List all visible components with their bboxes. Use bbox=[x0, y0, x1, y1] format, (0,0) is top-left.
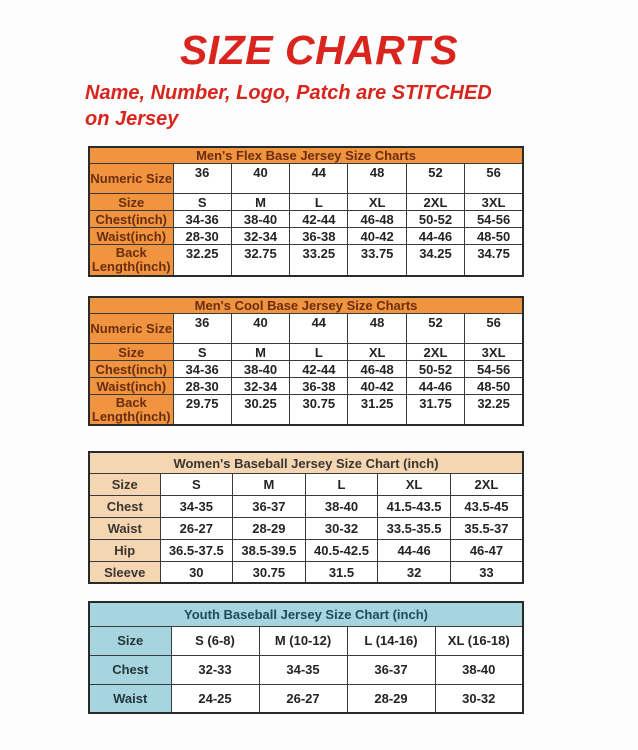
size-value-cell: 30.75 bbox=[233, 561, 306, 583]
size-value-cell: 36-38 bbox=[290, 378, 348, 395]
size-value-cell: XL bbox=[378, 473, 451, 495]
row-label: Waist(inch) bbox=[89, 228, 173, 245]
table-row bbox=[89, 655, 523, 684]
table-row bbox=[89, 228, 523, 245]
size-value-cell: 32-34 bbox=[231, 228, 289, 245]
size-value-cell: 36 bbox=[173, 314, 231, 344]
size-value-cell: 34-36 bbox=[173, 361, 231, 378]
size-value-cell: 44 bbox=[290, 164, 348, 194]
size-value-cell: 30 bbox=[160, 561, 233, 583]
size-value-cell: 40-42 bbox=[348, 378, 406, 395]
size-value-cell: 34.25 bbox=[406, 245, 464, 276]
size-value-cell: 32-34 bbox=[231, 378, 289, 395]
size-value-cell: 42-44 bbox=[290, 361, 348, 378]
size-value-cell: 40.5-42.5 bbox=[305, 539, 378, 561]
row-label: Size bbox=[89, 194, 173, 211]
table-row bbox=[89, 684, 523, 713]
size-value-cell: 40 bbox=[231, 314, 289, 344]
size-value-cell: 29.75 bbox=[173, 395, 231, 426]
size-value-cell: 33 bbox=[450, 561, 523, 583]
size-value-cell: S bbox=[173, 344, 231, 361]
size-value-cell: M bbox=[231, 344, 289, 361]
size-value-cell: 36.5-37.5 bbox=[160, 539, 233, 561]
row-label: Waist(inch) bbox=[89, 378, 173, 395]
size-value-cell: 56 bbox=[465, 164, 523, 194]
size-value-cell: 46-48 bbox=[348, 361, 406, 378]
size-value-cell: L bbox=[290, 344, 348, 361]
size-value-cell: 28-30 bbox=[173, 228, 231, 245]
table-row bbox=[89, 395, 523, 426]
size-value-cell: 31.75 bbox=[406, 395, 464, 426]
size-value-cell: 36-37 bbox=[233, 495, 306, 517]
size-value-cell: XL bbox=[348, 194, 406, 211]
page-subtitle bbox=[85, 80, 638, 133]
size-value-cell: 48 bbox=[348, 314, 406, 344]
size-table-mens-flex-base bbox=[88, 146, 524, 277]
size-value-cell: 31.5 bbox=[305, 561, 378, 583]
size-value-cell: 3XL bbox=[465, 344, 523, 361]
size-value-cell: 30.75 bbox=[290, 395, 348, 426]
size-value-cell: 34-36 bbox=[173, 211, 231, 228]
table-row bbox=[89, 517, 523, 539]
size-value-cell: 52 bbox=[406, 314, 464, 344]
size-value-cell: M (10-12) bbox=[259, 626, 347, 655]
size-value-cell: 52 bbox=[406, 164, 464, 194]
size-value-cell: 2XL bbox=[406, 344, 464, 361]
size-value-cell: 34.75 bbox=[465, 245, 523, 276]
size-value-cell: 33.75 bbox=[348, 245, 406, 276]
size-value-cell: 50-52 bbox=[406, 211, 464, 228]
row-label: Chest bbox=[89, 655, 171, 684]
size-value-cell: 33.5-35.5 bbox=[378, 517, 451, 539]
table-row bbox=[89, 245, 523, 276]
size-value-cell: 38-40 bbox=[231, 211, 289, 228]
page-subtitle-line1: Name, Number, Logo, Patch are STITCHED bbox=[85, 82, 492, 104]
size-value-cell: 32.25 bbox=[465, 395, 523, 426]
table-title: Women's Baseball Jersey Size Chart (inch) bbox=[89, 452, 523, 473]
row-label: Sleeve bbox=[89, 561, 160, 583]
page-subtitle-line2: on Jersey bbox=[85, 108, 179, 131]
table-row bbox=[89, 378, 523, 395]
size-value-cell: 32-33 bbox=[171, 655, 259, 684]
size-value-cell: M bbox=[233, 473, 306, 495]
size-value-cell: 31.25 bbox=[348, 395, 406, 426]
size-value-cell: 32.25 bbox=[173, 245, 231, 276]
table-title: Youth Baseball Jersey Size Chart (inch) bbox=[89, 602, 523, 626]
table-row bbox=[89, 473, 523, 495]
table-row bbox=[89, 626, 523, 655]
size-value-cell: 36 bbox=[173, 164, 231, 194]
size-value-cell: 44 bbox=[290, 314, 348, 344]
size-value-cell: 40-42 bbox=[348, 228, 406, 245]
size-tables-container bbox=[0, 146, 638, 715]
size-value-cell: S bbox=[173, 194, 231, 211]
size-value-cell: 46-47 bbox=[450, 539, 523, 561]
size-value-cell: 38-40 bbox=[435, 655, 523, 684]
table-row bbox=[89, 539, 523, 561]
size-value-cell: 54-56 bbox=[465, 361, 523, 378]
size-value-cell: 30.25 bbox=[231, 395, 289, 426]
size-value-cell: 28-29 bbox=[233, 517, 306, 539]
size-table-womens-baseball bbox=[88, 451, 524, 584]
size-value-cell: 28-29 bbox=[347, 684, 435, 713]
size-value-cell: 44-46 bbox=[406, 228, 464, 245]
row-label: Back Length(inch) bbox=[89, 395, 173, 426]
size-value-cell: 34-35 bbox=[160, 495, 233, 517]
size-value-cell: XL bbox=[348, 344, 406, 361]
size-value-cell: 2XL bbox=[406, 194, 464, 211]
size-value-cell: M bbox=[231, 194, 289, 211]
size-value-cell: 38-40 bbox=[231, 361, 289, 378]
size-value-cell: L bbox=[290, 194, 348, 211]
size-value-cell: 54-56 bbox=[465, 211, 523, 228]
size-value-cell: 43.5-45 bbox=[450, 495, 523, 517]
size-value-cell: 2XL bbox=[450, 473, 523, 495]
table-row bbox=[89, 194, 523, 211]
size-value-cell: 48-50 bbox=[465, 378, 523, 395]
table-row bbox=[89, 561, 523, 583]
table-row bbox=[89, 344, 523, 361]
size-value-cell: 33.25 bbox=[290, 245, 348, 276]
size-value-cell: S bbox=[160, 473, 233, 495]
size-value-cell: 26-27 bbox=[160, 517, 233, 539]
size-value-cell: L bbox=[305, 473, 378, 495]
size-value-cell: 24-25 bbox=[171, 684, 259, 713]
row-label: Chest(inch) bbox=[89, 361, 173, 378]
size-value-cell: 46-48 bbox=[348, 211, 406, 228]
size-value-cell: 48 bbox=[348, 164, 406, 194]
size-value-cell: 42-44 bbox=[290, 211, 348, 228]
table-title: Men's Cool Base Jersey Size Charts bbox=[89, 297, 523, 314]
size-value-cell: 30-32 bbox=[305, 517, 378, 539]
row-label: Size bbox=[89, 473, 160, 495]
row-label: Size bbox=[89, 344, 173, 361]
row-label: Waist bbox=[89, 517, 160, 539]
table-row bbox=[89, 361, 523, 378]
row-label: Back Length(inch) bbox=[89, 245, 173, 276]
size-value-cell: XL (16-18) bbox=[435, 626, 523, 655]
table-title: Men's Flex Base Jersey Size Charts bbox=[89, 147, 523, 164]
size-value-cell: 26-27 bbox=[259, 684, 347, 713]
row-label: Size bbox=[89, 626, 171, 655]
size-value-cell: S (6-8) bbox=[171, 626, 259, 655]
row-label: Chest bbox=[89, 495, 160, 517]
size-value-cell: 30-32 bbox=[435, 684, 523, 713]
size-value-cell: 32.75 bbox=[231, 245, 289, 276]
size-value-cell: 41.5-43.5 bbox=[378, 495, 451, 517]
table-row bbox=[89, 314, 523, 344]
size-value-cell: 28-30 bbox=[173, 378, 231, 395]
size-value-cell: 56 bbox=[465, 314, 523, 344]
table-row bbox=[89, 164, 523, 194]
size-table-mens-cool-base bbox=[88, 296, 524, 427]
row-label: Chest(inch) bbox=[89, 211, 173, 228]
size-value-cell: 36-38 bbox=[290, 228, 348, 245]
size-value-cell: 32 bbox=[378, 561, 451, 583]
size-value-cell: 34-35 bbox=[259, 655, 347, 684]
row-label: Numeric Size bbox=[89, 314, 173, 344]
size-value-cell: 44-46 bbox=[406, 378, 464, 395]
size-value-cell: 40 bbox=[231, 164, 289, 194]
size-value-cell: 44-46 bbox=[378, 539, 451, 561]
size-value-cell: 48-50 bbox=[465, 228, 523, 245]
size-value-cell: 38.5-39.5 bbox=[233, 539, 306, 561]
row-label: Waist bbox=[89, 684, 171, 713]
size-table-youth-baseball bbox=[88, 601, 524, 714]
row-label: Hip bbox=[89, 539, 160, 561]
size-value-cell: L (14-16) bbox=[347, 626, 435, 655]
table-row bbox=[89, 495, 523, 517]
size-value-cell: 3XL bbox=[465, 194, 523, 211]
size-value-cell: 35.5-37 bbox=[450, 517, 523, 539]
size-value-cell: 50-52 bbox=[406, 361, 464, 378]
size-value-cell: 36-37 bbox=[347, 655, 435, 684]
page-title: SIZE CHARTS bbox=[179, 27, 459, 73]
table-row bbox=[89, 211, 523, 228]
row-label: Numeric Size bbox=[89, 164, 173, 194]
size-value-cell: 38-40 bbox=[305, 495, 378, 517]
